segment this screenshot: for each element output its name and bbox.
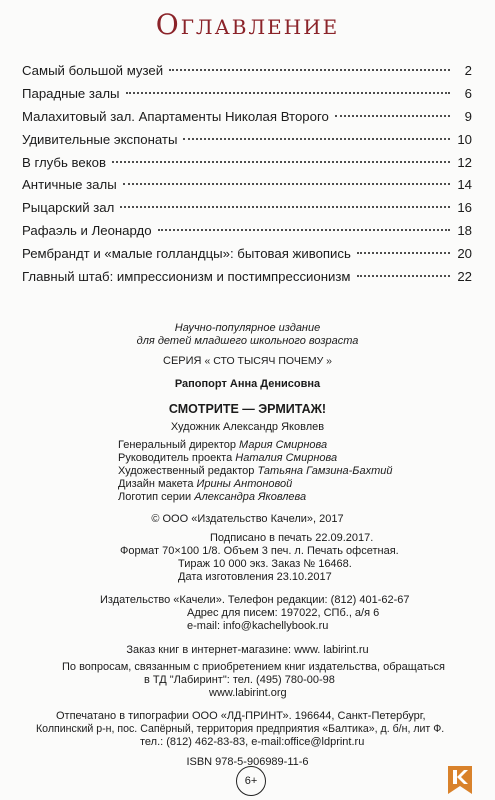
credit-line <box>118 465 398 478</box>
toc-entry-page: 20 <box>457 246 472 262</box>
series-line <box>0 355 495 368</box>
credit-role: Дизайн макета <box>118 478 194 490</box>
toc-entry[interactable] <box>22 155 472 178</box>
publisher-line: Адрес для писем: 197022, СПб., а/я 6 <box>187 607 380 619</box>
illustrator-line: Художник Александр Яковлев <box>170 421 325 433</box>
print-info-line: Подписано в печать 22.09.2017. <box>210 532 374 544</box>
credit-role: Художественный редактор <box>118 465 255 477</box>
credit-person: Александра Яковлева <box>194 491 307 503</box>
credit-line <box>118 439 398 452</box>
table-of-contents <box>22 63 472 292</box>
labirint-line: www.labirint.org <box>209 687 287 699</box>
credit-line <box>118 478 398 491</box>
toc-entry-title: Главный штаб: импрессионизм и постимпрессионизм <box>22 269 351 285</box>
toc-entry-title: Малахитовый зал. Апартаменты Николая Второго <box>22 108 329 124</box>
toc-entry-page: 6 <box>464 85 472 101</box>
toc-entry-title: Рафаэль и Леонардо <box>22 223 152 239</box>
credit-person: Наталия Смирнова <box>235 452 338 464</box>
credit-person: Ирины Антоновой <box>196 478 293 490</box>
toc-entry-page: 10 <box>457 131 472 147</box>
isbn-line: ISBN 978-5-906989-11-6 <box>186 756 309 768</box>
toc-entry-page: 22 <box>457 269 472 285</box>
toc-entry-page: 16 <box>457 200 472 216</box>
credit-line <box>118 491 398 504</box>
book-title: СМОТРИТЕ — ЭРМИТАЖ! <box>168 402 327 416</box>
print-info-line: Тираж 10 000 экз. Заказ № 16468. <box>178 558 352 570</box>
credit-line <box>118 452 398 465</box>
credit-person: Мария Смирнова <box>239 439 328 451</box>
printing-block <box>36 710 444 749</box>
genre-line: Научно-популярное издание <box>174 322 321 334</box>
labirint-line: По вопросам, связанным с приобретением книг издательства, обращаться <box>62 661 445 673</box>
toc-entry[interactable] <box>22 63 472 86</box>
credit-role: Генеральный директор <box>118 439 236 451</box>
toc-entry-page: 18 <box>457 223 472 239</box>
print-info-line: Дата изготовления 23.10.2017 <box>178 571 332 583</box>
copyright-line: © ООО «Издательство Качели», 2017 <box>151 513 344 525</box>
credit-person: Татьяна Гамзина-Бахтий <box>257 465 393 477</box>
labirint-block <box>62 661 445 700</box>
toc-entry[interactable] <box>22 86 472 109</box>
toc-entry-title: В глубь веков <box>22 154 106 170</box>
toc-entry-title: Рембрандт и «малые голландцы»: бытовая живопись <box>22 246 351 262</box>
toc-leader-dots <box>126 92 451 94</box>
order-line: Заказ книг в интернет-магазине: www. labirint.ru <box>126 644 369 656</box>
toc-entry-title: Рыцарский зал <box>22 200 115 216</box>
toc-leader-dots <box>169 69 450 71</box>
publisher-logo-icon <box>440 764 480 796</box>
toc-entry[interactable] <box>22 269 472 292</box>
publisher-block <box>100 594 410 633</box>
toc-leader-dots <box>357 252 450 254</box>
printing-line: тел.: (812) 462-83-83, e-mail:office@ldprint.ru <box>140 736 365 748</box>
toc-entry[interactable] <box>22 109 472 132</box>
credit-role: Руководитель проекта <box>118 452 233 464</box>
toc-entry[interactable] <box>22 200 472 223</box>
print-info-line: Формат 70×100 1/8. Объем 3 печ. л. Печать офсетная. <box>120 545 399 557</box>
audience-line: для детей младшего школьного возраста <box>136 335 359 347</box>
page-title: Оглавление <box>155 8 340 41</box>
toc-leader-dots <box>335 115 450 117</box>
toc-leader-dots <box>112 161 450 163</box>
toc-leader-dots <box>123 183 450 185</box>
toc-entry-page: 2 <box>464 63 472 78</box>
toc-leader-dots <box>158 229 450 231</box>
toc-entry[interactable] <box>22 223 472 246</box>
publisher-line: Издательство «Качели». Телефон редакции: (812) 401-62-67 <box>100 594 410 606</box>
printing-line: Отпечатано в типографии ООО «ЛД-ПРИНТ». 196644, Санкт-Петербург, <box>56 710 426 722</box>
age-rating-badge: 6+ <box>236 766 266 796</box>
print-info-block <box>120 532 399 584</box>
toc-entry-title: Самый большой музей <box>22 63 164 78</box>
author-name: Рапопорт Анна Денисовна <box>174 378 321 390</box>
credits-list <box>118 439 398 504</box>
printing-line: Колпинский р-н, пос. Сапёрный, территория предприятия «Балтика», д. б/н, лит Ф. <box>36 723 445 735</box>
labirint-line: в ТД "Лабиринт": тел. (495) 780-00-98 <box>144 674 335 686</box>
publisher-line: e-mail: info@kachellybook.ru <box>187 620 329 632</box>
toc-leader-dots <box>357 275 450 277</box>
toc-entry[interactable] <box>22 132 472 155</box>
toc-entry-page: 9 <box>464 108 472 124</box>
toc-entry-page: 12 <box>457 154 472 170</box>
toc-entry-title: Античные залы <box>22 177 117 193</box>
toc-entry-title: Парадные залы <box>22 85 120 101</box>
toc-leader-dots <box>183 138 450 140</box>
toc-entry[interactable] <box>22 177 472 200</box>
series-prefix: СЕРИЯ <box>163 355 202 367</box>
toc-entry[interactable] <box>22 246 472 269</box>
credit-role: Логотип серии <box>118 491 192 503</box>
series-name: « СТО ТЫСЯЧ ПОЧЕМУ » <box>204 355 332 367</box>
toc-entry-title: Удивительные экспонаты <box>22 131 178 147</box>
toc-entry-page: 14 <box>457 177 472 193</box>
toc-leader-dots <box>120 206 450 208</box>
